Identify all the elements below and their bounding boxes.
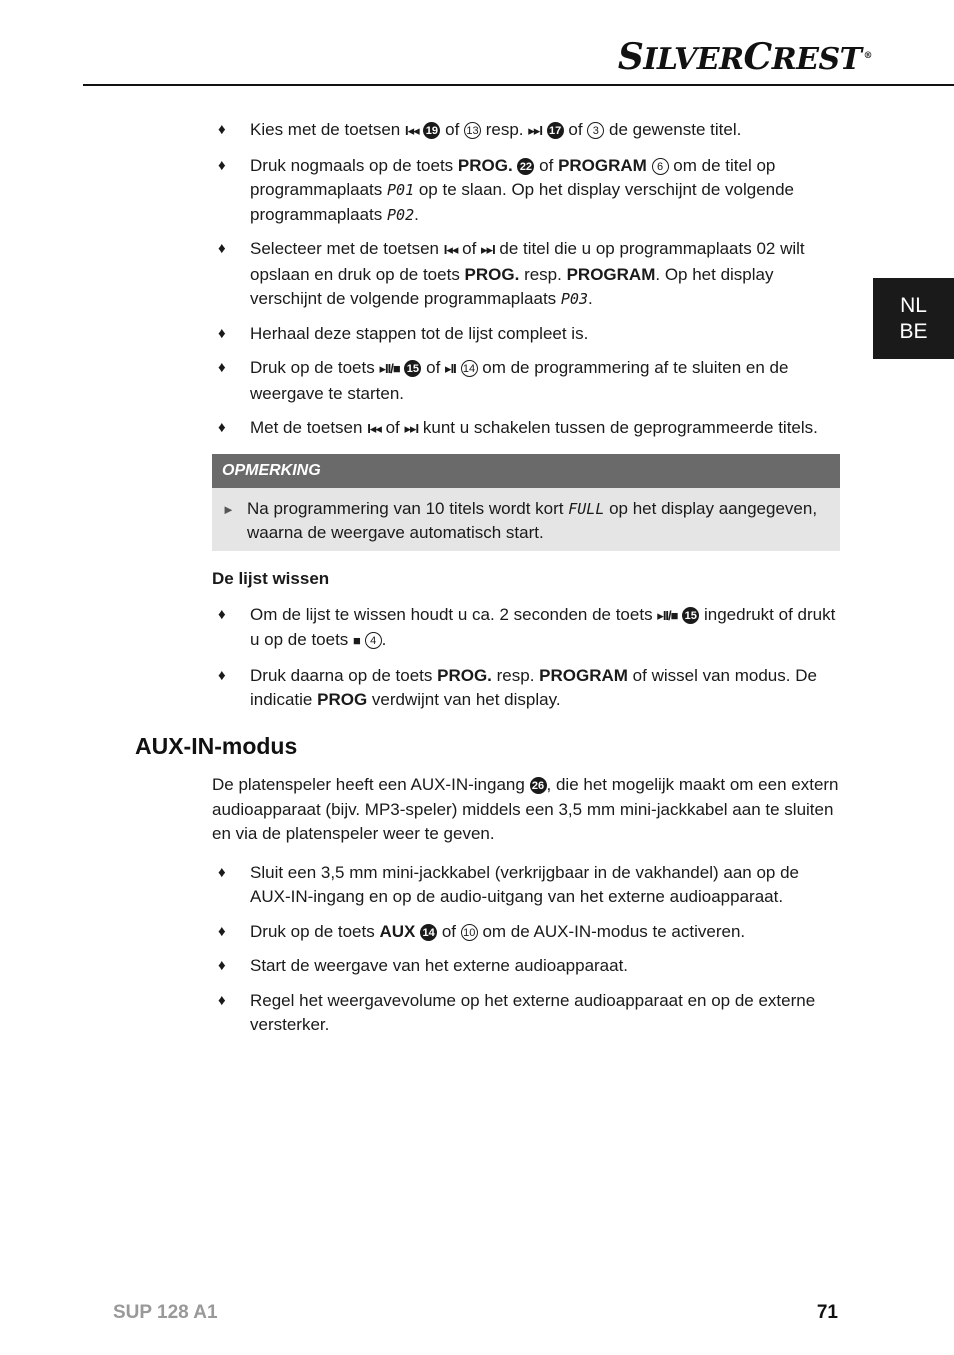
ref-number: 15 — [682, 607, 699, 624]
ref-number: 14 — [420, 924, 437, 941]
ref-number: 14 — [461, 360, 478, 377]
note-box — [212, 454, 840, 551]
display-text: P02 — [387, 205, 415, 224]
header-rule — [83, 84, 954, 86]
intro-paragraph: De platenspeler heeft een AUX-IN-ingang 26 , die het mogelijk maakt om een extern audioapparaat (bijv. MP3-speler) middels een 3,5 mm mini-jackkabel aan te sluiten en via de platenspeler weer te geven. — [212, 775, 839, 843]
list-item: ♦ Met de toetsen I◂◂ of ▸▸I kunt u schakelen tussen de geprogrammeerde titels. — [212, 416, 840, 442]
bullet-icon: ♦ — [218, 605, 226, 623]
ref-number: 19 — [423, 122, 440, 139]
language-tab: NL BE — [873, 278, 954, 359]
ref-number: 4 — [365, 632, 382, 649]
list-item: ♦ Druk op de toets AUX 14 of 10 om de AUX-IN-modus te activeren. — [212, 920, 840, 945]
ref-number: 15 — [404, 360, 421, 377]
next-icon: ▸▸I — [481, 242, 495, 257]
section-title: AUX-IN-modus — [135, 733, 298, 759]
bullet-icon: ♦ — [218, 957, 226, 974]
note-body: ► Na programmering van 10 titels wordt kort FULL op het display aangegeven, waarna de weergave automatisch start. — [212, 488, 840, 551]
bullet-icon: ♦ — [218, 324, 226, 342]
aux-content — [212, 773, 840, 1048]
bullet-icon: ♦ — [218, 991, 226, 1009]
play-stop-icon: ▸II/■ — [657, 607, 678, 623]
ref-number: 26 — [530, 777, 547, 794]
list-item: ♦ Selecteer met de toetsen I◂◂ of ▸▸I de titel die u op programmaplaats 02 wilt opslaan en druk op de toets PROG. resp. PROGRAM. Op het display verschijnt de volgende programmaplaats P03. — [218, 239, 805, 308]
subsection-heading: De lijst wissen — [212, 568, 330, 588]
list-item: ♦ Sluit een 3,5 mm mini-jackkabel (verkrijgbaar in de vakhandel) aan op de AUX-IN-ingang en op de audio-uitgang van het externe audioapparaat. — [218, 862, 800, 906]
model-number: SUP 128 A1 — [113, 1302, 218, 1323]
display-text: FULL — [568, 499, 605, 518]
note-heading: OPMERKING — [212, 454, 840, 488]
prev-icon: I◂◂ — [443, 242, 458, 257]
display-text: P01 — [387, 181, 415, 199]
ref-number: 17 — [547, 122, 564, 139]
play-stop-icon: ▸II/■ — [379, 361, 400, 376]
ref-number: 22 — [517, 158, 534, 175]
next-icon: ▸▸I — [528, 123, 542, 138]
ref-number: 3 — [587, 122, 604, 139]
ref-number: 13 — [464, 122, 481, 139]
arrow-icon: ► — [222, 501, 235, 517]
prev-icon: I◂◂ — [367, 421, 381, 436]
list-item: ♦ Druk op de toets ▸II/■ 15 of ▸II 14 om de programmering af te sluiten en de weergave te starten. — [218, 358, 789, 403]
list-item: ♦ Start de weergave van het externe audioapparaat. — [212, 954, 840, 979]
list-item: ♦ Druk daarna op de toets PROG. resp. PROGRAM of wissel van modus. De indicatie PROG verdwijnt van het display. — [218, 665, 817, 709]
main-content — [212, 118, 840, 723]
list-item: ♦ Kies met de toetsen I◂◂ 19 of 13 resp. ▸▸I 17 of 3 de gewenste titel. — [212, 118, 840, 144]
next-icon: ▸▸I — [404, 421, 419, 436]
bullet-icon: ♦ — [218, 922, 226, 940]
play-pause-icon: ▸II — [445, 361, 456, 376]
bullet-icon: ♦ — [218, 419, 226, 436]
page-number: 71 — [816, 1302, 838, 1323]
display-text: P03 — [560, 290, 588, 308]
ref-number: 6 — [652, 158, 669, 175]
bullet-icon: ♦ — [218, 121, 226, 138]
list-item: ♦ Herhaal deze stappen tot de lijst compleet is. — [212, 322, 840, 347]
list-item: ♦ Om de lijst te wissen houdt u ca. 2 seconden de toets ▸II/■ 15 ingedrukt of drukt u op de toets ■ 4 . — [218, 604, 836, 649]
list-item: ♦ Regel het weergavevolume op het externe audioapparaat en op de externe versterker. — [218, 990, 816, 1034]
bullet-icon: ♦ — [218, 240, 226, 257]
bullet-icon: ♦ — [218, 359, 226, 376]
ref-number: 10 — [461, 924, 478, 941]
stop-icon: ■ — [353, 633, 360, 648]
bullet-icon: ♦ — [218, 863, 226, 881]
brand-logo: SILVERCREST ® — [617, 36, 872, 78]
prev-icon: I◂◂ — [404, 123, 419, 138]
bullet-icon: ♦ — [218, 666, 226, 684]
bullet-icon: ♦ — [218, 156, 226, 174]
list-item: ♦ Druk nogmaals op de toets PROG. 22 of PROGRAM 6 om de titel op programmaplaats P01 op te slaan. Op het display verschijnt de volgende programmaplaats P02. — [218, 155, 795, 224]
